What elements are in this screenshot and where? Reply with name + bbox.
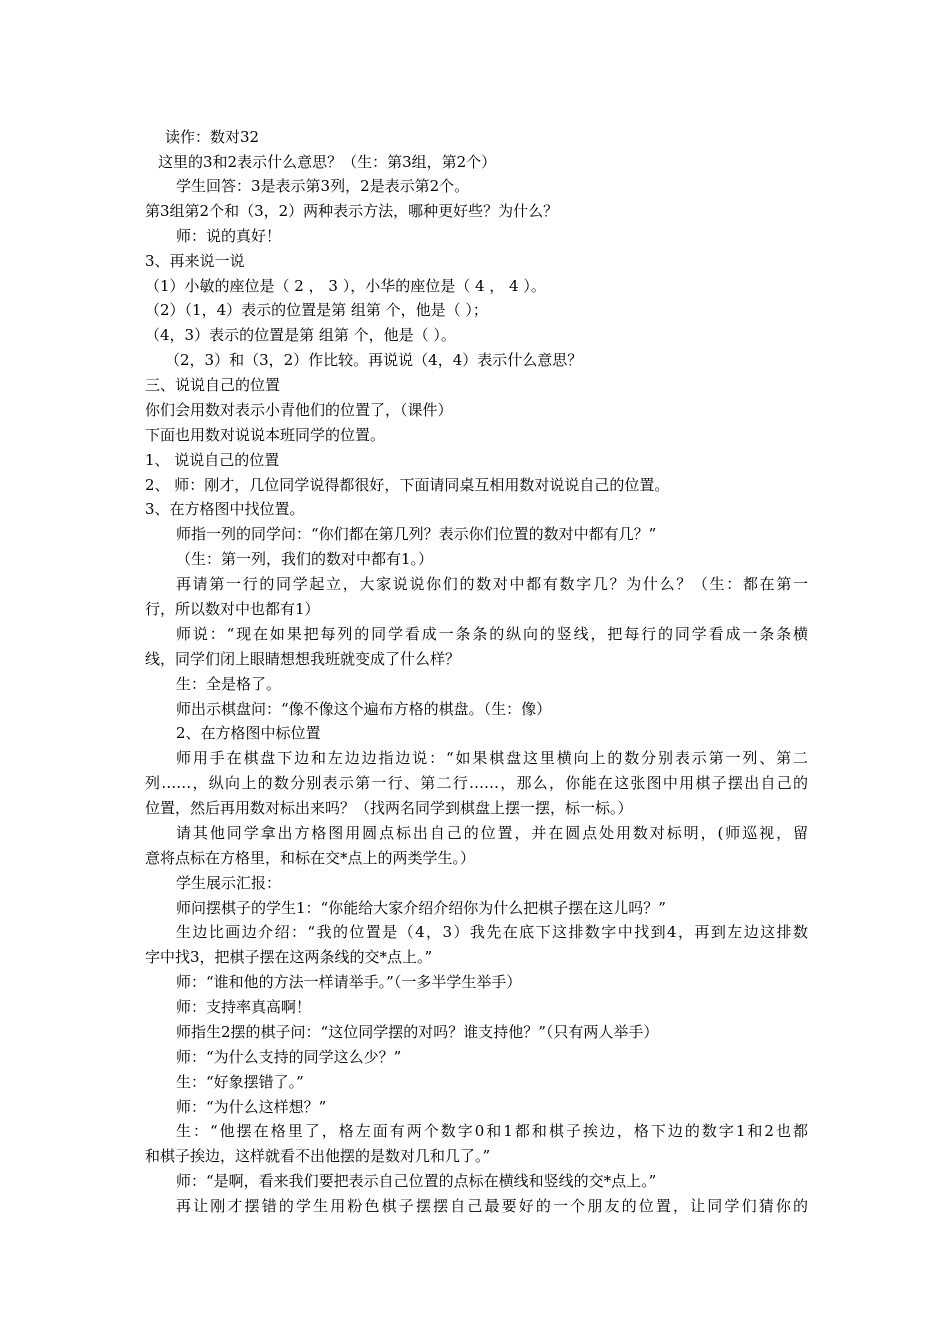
text-line: 第3组第2个和（3，2）两种表示方法，哪种更好些？为什么？ bbox=[145, 202, 559, 220]
section-heading: 三、说说自己的位置 bbox=[145, 376, 281, 394]
text-line: 行，所以数对中也都有1） bbox=[145, 600, 320, 618]
text-line: 师：“为什么支持的同学这么少？” bbox=[176, 1048, 402, 1066]
text-line: （4，3）表示的位置是第 组第 个，他是（ ）。 bbox=[145, 326, 456, 344]
text-line: （2）（1，4）表示的位置是第 组第 个，他是（ ）； bbox=[145, 301, 488, 319]
text-line: 线，同学们闭上眼睛想想我班就变成了什么样？ bbox=[145, 650, 461, 668]
text-line: 师：支持率真高啊！ bbox=[176, 998, 312, 1016]
text-line: （1）小敏的座位是（ 2 ， 3 ），小华的座位是（ 4 ， 4 ）。 bbox=[145, 277, 546, 295]
text-line: 请其他同学拿出方格图用圆点标出自己的位置，并在圆点处用数对标明，(师巡视，留 bbox=[176, 824, 808, 842]
text-line: 师指生2摆的棋子问：“这位同学摆的对吗？谁支持他？”（只有两人举手） bbox=[176, 1023, 659, 1041]
text-line: 读作：数对32 bbox=[165, 128, 260, 146]
text-line: 2、 师：刚才，几位同学说得都很好，下面请同桌互相用数对说说自己的位置。 bbox=[145, 476, 670, 494]
text-line: 师：“是啊，看来我们要把表示自己位置的点标在横线和竖线的交*点上。” bbox=[176, 1172, 657, 1190]
text-line: 师说：“现在如果把每列的同学看成一条条的纵向的竖线，把每行的同学看成一条条横 bbox=[176, 625, 808, 643]
text-line: 师：“为什么这样想？” bbox=[176, 1098, 327, 1116]
text-line: 师用手在棋盘下边和左边边指边说：“如果棋盘这里横向上的数分别表示第一列、第二 bbox=[176, 749, 808, 767]
text-line: （2，3）和（3，2）作比较。再说说（4，4）表示什么意思？ bbox=[165, 351, 583, 369]
text-line: 下面也用数对说说本班同学的位置。 bbox=[145, 426, 386, 444]
text-line: 列……，纵向上的数分别表示第一行、第二行……，那么，你能在这张图中用棋子摆出自己的 bbox=[145, 774, 808, 792]
text-line: 1、 说说自己的位置 bbox=[145, 451, 280, 469]
text-line: 生：全是格了。 bbox=[176, 675, 282, 693]
text-line: 生：“他摆在格里了，格左面有两个数字0和1都和棋子挨边，格下边的数字1和2也都 bbox=[176, 1122, 808, 1140]
text-line: 生：“好象摆错了。” bbox=[176, 1073, 304, 1091]
text-line: （生：第一列，我们的数对中都有1。） bbox=[176, 550, 434, 568]
text-line: 你们会用数对表示小青他们的位置了，（课件） bbox=[145, 401, 453, 419]
text-line: 师指一列的同学问：“你们都在第几列？表示你们位置的数对中都有几？” bbox=[176, 525, 657, 543]
text-line: 意将点标在方格里，和标在交*点上的两类学生。） bbox=[145, 849, 476, 867]
text-line: 生边比画边介绍：“我的位置是（4，3）我先在底下这排数字中找到4，再到左边这排数 bbox=[176, 923, 808, 941]
text-line: 学生展示汇报： bbox=[176, 874, 282, 892]
text-line: 师：说的真好！ bbox=[176, 227, 282, 245]
text-line: 和棋子挨边，这样就看不出他摆的是数对几和几了。” bbox=[145, 1147, 491, 1165]
text-line: 师：“谁和他的方法一样请举手。”（一多半学生举手） bbox=[176, 973, 522, 991]
text-line: 2、在方格图中标位置 bbox=[176, 724, 321, 742]
text-line: 3、在方格图中找位置。 bbox=[145, 500, 305, 518]
text-line: 这里的3和2表示什么意思？（生：第3组，第2个） bbox=[158, 153, 497, 171]
text-line: 师出示棋盘问：“像不像这个遍布方格的棋盘。（生：像） bbox=[176, 700, 552, 718]
text-line: 3、再来说一说 bbox=[145, 252, 245, 270]
text-line: 师问摆棋子的学生1：“你能给大家介绍介绍你为什么把棋子摆在这儿吗？” bbox=[176, 899, 666, 917]
text-line: 再让刚才摆错的学生用粉色棋子摆摆自己最要好的一个朋友的位置，让同学们猜你的 bbox=[176, 1197, 808, 1215]
text-line: 再请第一行的同学起立，大家说说你们的数对中都有数字几？为什么？（生：都在第一 bbox=[176, 575, 808, 593]
text-line: 学生回答：3是表示第3列，2是表示第2个。 bbox=[176, 177, 470, 195]
text-line: 位置，然后再用数对标出来吗？（找两名同学到棋盘上摆一摆，标一标。） bbox=[145, 799, 633, 817]
text-line: 字中找3，把棋子摆在这两条线的交*点上。” bbox=[145, 948, 433, 966]
